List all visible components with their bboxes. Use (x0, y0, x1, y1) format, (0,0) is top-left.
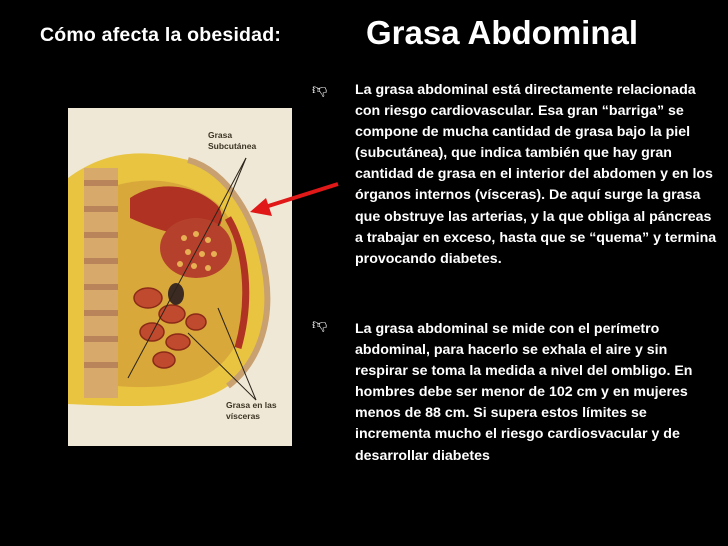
slide-subtitle: Cómo afecta la obesidad: (40, 24, 282, 46)
paragraph-abdominal-perimeter: La grasa abdominal se mide con el perímetro abdominal, para hacerlo se exhala el aire y sin respirar se toma la medida a nivel del ombligo. En hombres debe ser menor de 102 cm y en mujeres menos de 88 cm. Si supera estos límites se incrementa mucho el riesgo cardiosvacular y de desarrollar diabetes (355, 321, 693, 464)
thumb-down-bullet-icon: 👎︎ (312, 315, 328, 333)
abdomen-cross-section-drawing (68, 108, 292, 446)
red-arrow-pointer (248, 180, 342, 220)
abdominal-fat-illustration (68, 108, 292, 446)
label-visceral-fat: Grasa en las vísceras (226, 400, 277, 421)
slide-title: Grasa Abdominal (366, 14, 639, 51)
paragraph-cardiovascular-risk: La grasa abdominal está directamente relacionada con riesgo cardiovascular. Esa gran “barriga” se compone de mucha cantidad de grasa bajo la piel (subcutánea), que indica también que hay gran cantidad de grasa en el interior del abdomen y en los órganos internos (vísceras). De aquí surge la grasa que obstruye las arterias, y la que obliga al páncreas a trabajar en exceso, hasta que se “quema” y termina provocando diabetes. (355, 82, 717, 267)
label-subcutaneous-fat: Grasa Subcutánea (208, 130, 257, 151)
thumb-down-bullet-icon: 👎︎ (312, 80, 328, 98)
